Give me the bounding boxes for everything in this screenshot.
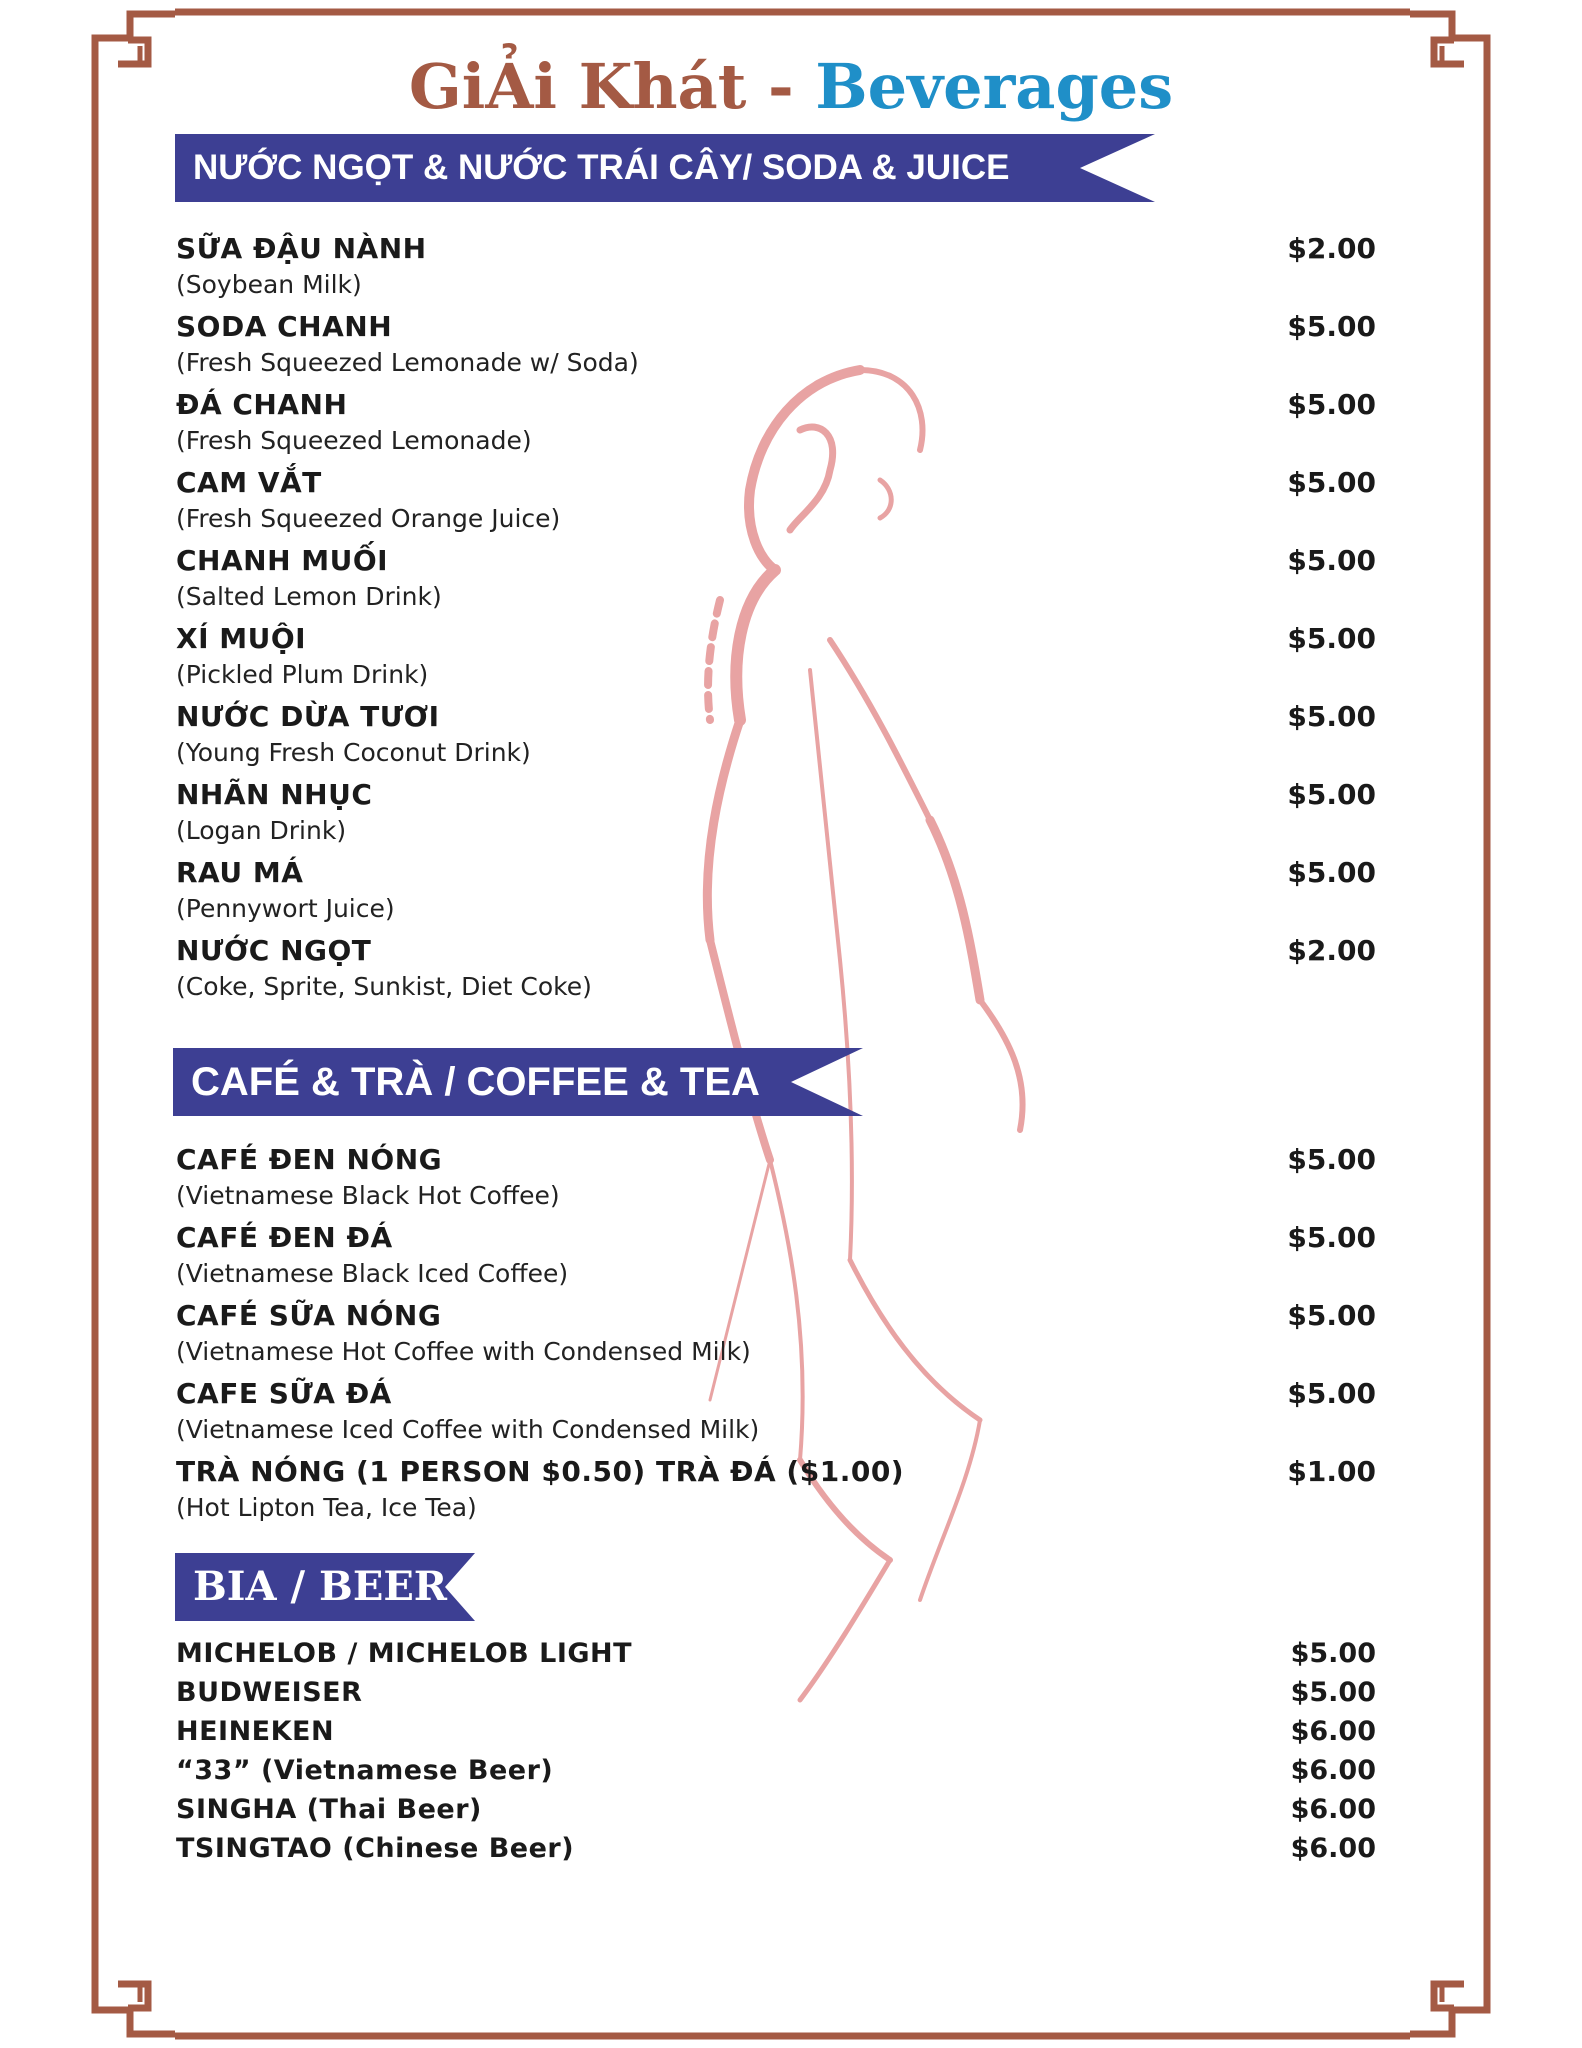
item-price: $6.00: [1290, 1755, 1376, 1786]
item-name: SINGHA (Thai Beer): [176, 1794, 482, 1825]
item-description: (Vietnamese Black Hot Coffee): [176, 1181, 560, 1210]
item-name: CAFE SỮA ĐÁ: [176, 1377, 392, 1410]
menu-item: [176, 934, 1376, 1012]
menu-item: [176, 1677, 1376, 1716]
item-name: NHÃN NHỤC: [176, 778, 373, 811]
item-name: CAFÉ ĐEN ĐÁ: [176, 1221, 393, 1254]
item-name: “33” (Vietnamese Beer): [176, 1755, 554, 1786]
item-price: $2.00: [1287, 232, 1376, 265]
menu-item: [176, 1716, 1376, 1755]
section-banner-coffee-tea: [173, 1048, 863, 1116]
item-price: $5.00: [1287, 856, 1376, 889]
menu-item: [176, 856, 1376, 934]
section-heading: BIA / BEER: [193, 1563, 448, 1610]
menu-item: [176, 1377, 1376, 1455]
item-price: $5.00: [1287, 1143, 1376, 1176]
item-name: TRÀ NÓNG (1 PERSON $0.50) TRÀ ĐÁ ($1.00): [176, 1455, 905, 1488]
item-name: RAU MÁ: [176, 856, 304, 889]
item-price: $5.00: [1287, 1377, 1376, 1410]
item-name: SODA CHANH: [176, 310, 393, 343]
item-description: (Vietnamese Hot Coffee with Condensed Milk): [176, 1337, 751, 1366]
item-price: $5.00: [1287, 700, 1376, 733]
item-description: (Fresh Squeezed Lemonade w/ Soda): [176, 348, 639, 377]
item-name: SỮA ĐẬU NÀNH: [176, 232, 427, 265]
item-name: CAM VẮT: [176, 466, 322, 499]
menu-item: [176, 310, 1376, 388]
menu-item: [176, 1638, 1376, 1677]
page-title: [0, 50, 1582, 123]
item-description: (Salted Lemon Drink): [176, 582, 442, 611]
item-name: NƯỚC NGỌT: [176, 934, 372, 967]
item-description: (Vietnamese Iced Coffee with Condensed Milk): [176, 1415, 760, 1444]
item-price: $5.00: [1287, 1221, 1376, 1254]
item-price: $5.00: [1287, 622, 1376, 655]
menu-item: [176, 232, 1376, 310]
item-name: NƯỚC DỪA TƯƠI: [176, 700, 440, 733]
menu-item: [176, 1221, 1376, 1299]
menu-item: [176, 1143, 1376, 1221]
menu-item: [176, 544, 1376, 622]
item-price: $5.00: [1287, 466, 1376, 499]
item-price: $5.00: [1287, 388, 1376, 421]
menu-item: [176, 388, 1376, 466]
section-soda-juice: [176, 232, 1376, 1012]
item-description: (Coke, Sprite, Sunkist, Diet Coke): [176, 972, 592, 1001]
section-heading: NƯỚC NGỌT & NƯỚC TRÁI CÂY/ SODA & JUICE: [193, 148, 1010, 187]
item-price: $5.00: [1287, 778, 1376, 811]
menu-item: [176, 1833, 1376, 1872]
item-price: $5.00: [1287, 544, 1376, 577]
item-description: (Fresh Squeezed Lemonade): [176, 426, 532, 455]
item-price: $5.00: [1287, 310, 1376, 343]
item-description: (Fresh Squeezed Orange Juice): [176, 504, 561, 533]
section-banner-beer: [175, 1553, 475, 1621]
section-heading: CAFÉ & TRÀ / COFFEE & TEA: [191, 1060, 760, 1104]
item-price: $1.00: [1287, 1455, 1376, 1488]
menu-item: [176, 622, 1376, 700]
title-separator: -: [767, 50, 794, 123]
item-name: TSINGTAO (Chinese Beer): [176, 1833, 575, 1864]
item-name: BUDWEISER: [176, 1677, 363, 1708]
item-description: (Logan Drink): [176, 816, 347, 845]
menu-item: [176, 700, 1376, 778]
item-price: $5.00: [1290, 1677, 1376, 1708]
menu-item: [176, 466, 1376, 544]
item-name: MICHELOB / MICHELOB LIGHT: [176, 1638, 633, 1669]
item-name: CAFÉ ĐEN NÓNG: [176, 1143, 443, 1176]
item-price: $6.00: [1290, 1716, 1376, 1747]
menu-item: [176, 1299, 1376, 1377]
title-vietnamese: GiẢi Khát: [408, 50, 747, 123]
title-english: Beverages: [815, 50, 1174, 123]
menu-item: [176, 1794, 1376, 1833]
item-name: HEINEKEN: [176, 1716, 335, 1747]
item-name: CAFÉ SỮA NÓNG: [176, 1299, 442, 1332]
menu-item: [176, 778, 1376, 856]
item-description: (Vietnamese Black Iced Coffee): [176, 1259, 569, 1288]
section-beer: [176, 1638, 1376, 1872]
section-banner-soda-juice: [175, 134, 1155, 202]
item-description: (Soybean Milk): [176, 270, 362, 299]
section-coffee-tea: [176, 1143, 1376, 1533]
item-price: $6.00: [1290, 1833, 1376, 1864]
item-price: $6.00: [1290, 1794, 1376, 1825]
item-description: (Hot Lipton Tea, Ice Tea): [176, 1493, 477, 1522]
menu-item: [176, 1755, 1376, 1794]
item-description: (Pennywort Juice): [176, 894, 395, 923]
item-price: $2.00: [1287, 934, 1376, 967]
item-price: $5.00: [1287, 1299, 1376, 1332]
item-description: (Pickled Plum Drink): [176, 660, 429, 689]
item-name: CHANH MUỐI: [176, 544, 389, 577]
menu-item: [176, 1455, 1376, 1533]
item-price: $5.00: [1290, 1638, 1376, 1669]
item-name: ĐÁ CHANH: [176, 388, 348, 421]
item-name: XÍ MUỘI: [176, 622, 307, 655]
item-description: (Young Fresh Coconut Drink): [176, 738, 531, 767]
